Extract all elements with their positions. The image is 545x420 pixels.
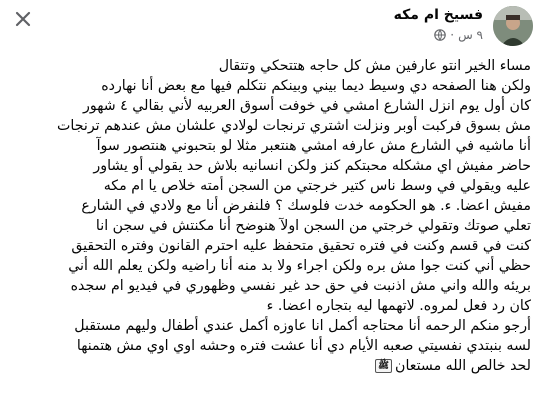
globe-icon xyxy=(434,29,446,41)
profile-avatar[interactable] xyxy=(493,6,533,46)
avatar-image xyxy=(493,6,533,46)
post-line: حظي أني كنت جوا مش بره ولكن اجراء ولا بد منه أنا راضيه ولكن يعلم الله أني xyxy=(68,258,531,274)
post-body xyxy=(10,56,531,376)
author-name[interactable]: فسيخ ام مكه xyxy=(393,7,483,23)
post-line-last xyxy=(10,356,531,376)
close-icon[interactable] xyxy=(14,10,32,28)
post-line: بريئه والله واني مش اذنبت في حق حد غير نفسي وظهوري في فيديو ام سجده xyxy=(70,278,531,294)
post-line: مفيش اعضا. ء. هو الحكومه خدت فلوسك ؟ فلنفرض أنا مع ولادي في الشارع xyxy=(81,198,531,214)
post-line: مساء الخير انتو عارفين مش كل حاجه هتتحكي وتتقال xyxy=(218,58,531,74)
post-line: مش بسوق فركبت أوبر ونزلت اشتري ترنجات لولادي علشان مش عندهم ترنجات xyxy=(57,118,531,134)
prayer-emoji: ﷺ xyxy=(375,359,392,373)
post-line: لسه بنبتدي نفسيتي صعبه الأيام دي أنا عشت فتره وحشه اوي اوي مش هتمنها xyxy=(76,338,531,354)
post-line: حاضر مفيش اي مشكله محبتكم كنز ولكن انسانيه بلاش حد يقولي أو يشاور xyxy=(93,158,531,174)
post-header xyxy=(0,0,545,52)
post-line: كان أول يوم انزل الشارع امشي في خوفت أسوق العربيه لأني بقالي ٤ شهور xyxy=(83,98,531,114)
post-line: كان رد فعل لمروه. لاتهمها ليه بتجاره اعضا. ء xyxy=(266,298,531,314)
post-line: أرجو منكم الرحمه أنا محتاجه أكمل انا عاوزه أكمل عندي أطفال وليهم مستقبل xyxy=(74,318,531,334)
post-meta xyxy=(434,28,483,42)
meta-separator: · xyxy=(450,28,455,42)
post-time[interactable]: ٩ س xyxy=(458,28,483,42)
post-line: عليه ويقولي في وسط ناس كتير خرجتي من السجن أمته خلاص يا ام مكه xyxy=(103,178,531,194)
post-line: ولكن هنا الصفحه دي وسيط ديما بيني وبينكم نتكلم فيها مع بعض أنا نهارده xyxy=(101,78,531,94)
post-line: تعلي صوتك وتقولي خرجتي من السجن اولآ هنوضح أنا مكنتش في سجن انا xyxy=(95,218,531,234)
post-line: كنت في قسم وكنت في فتره تحقيق متحفظ عليه احترم القانون وفتره التحقيق xyxy=(71,238,531,254)
post-line: أنا ماشيه في الشارع مش عارفه امشي هنتعبر مثلا لو بتحبوني هنتصور سوآ xyxy=(96,138,531,154)
post-line-text: لحد خالص الله مستعان xyxy=(395,358,531,374)
